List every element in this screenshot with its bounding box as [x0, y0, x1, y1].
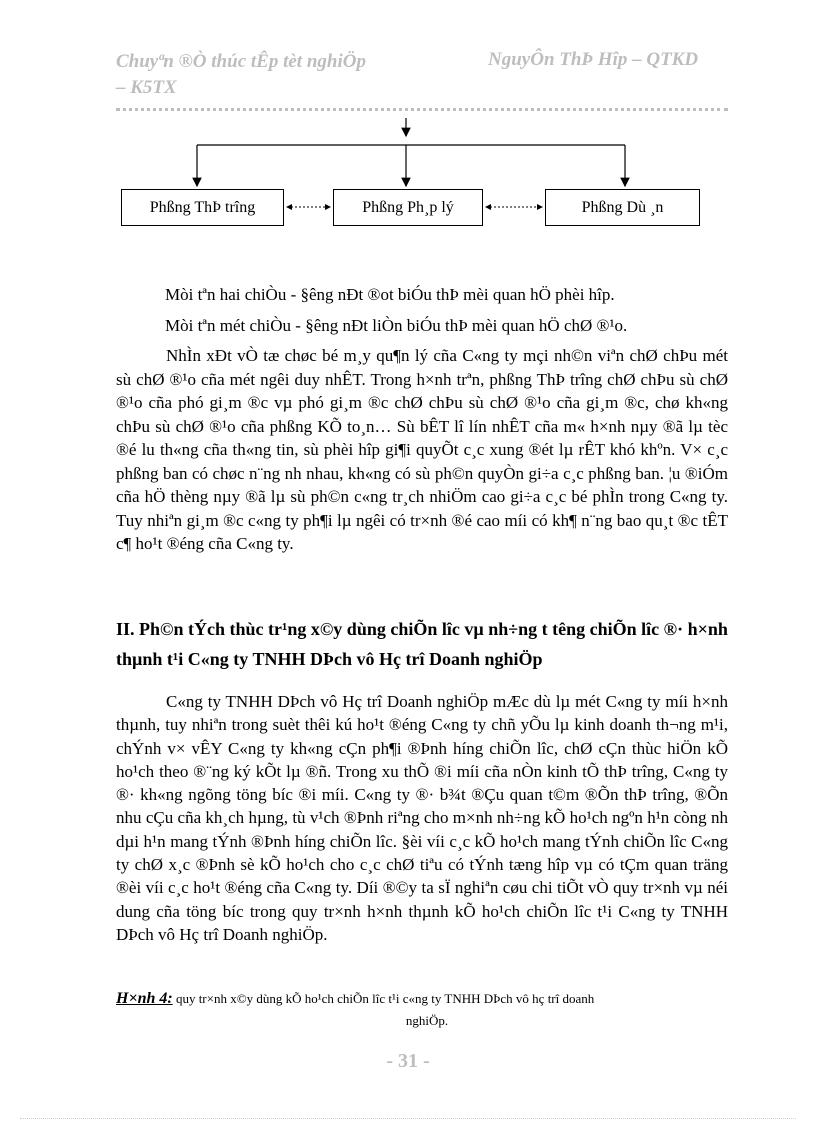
paragraph-assessment: NhÌn xÐt vÒ tæ chøc bé m¸y qu¶n lý cña C«ng ty mçi nh©n viªn chØ chÞu mét sù chØ ®¹o cña mét ngêi duy nhÊT. Trong h×nh trªn, phßng ThÞ trîng chØ chÞu sù chØ ®¹o cña phó gi¸m ®c vµ phó gi¸m ®c chØ chÞu sù chØ ®¹o cña gi¸m ®c, chø kh«ng chÞu sù chØ ®¹o cña phßng KÕ to¸n… Sù bÊT lî lín nhÊT cña m« h×nh nµy ®ã lµ tèc ®é lu th«ng cña th«ng tin, sù phèi hîp gi¶i quyÕt c¸c xung ®ét lµ rÊT khó khºn. V× c¸c phßng ban có chøc n¨ng nh nhau, kh«ng có sù ph©n quyÒn gi÷a c¸c phßng ban. ¦u ®iÓm cña hÖ thèng nµy ®ã lµ sù ph©n c«ng tr¸ch nhiÖm cao gi÷a c¸c bé phÌn trong C«ng ty. Tuy nhiªn gi¸m ®c c«ng ty ph¶i lµ ngêi có tr×nh ®é cao míi có kh¶ n¨ng bao qu¸t ®c tÊT c¶ ho¹t ®éng cña C«ng ty.: [116, 346, 728, 553]
header-divider: [116, 108, 728, 111]
section-heading: II. Ph©n tÝch thùc tr¹ng x©y dùng chiÕn lîc vµ nh÷ng t têng chiÕn lîc ®· h×nh thµnh t¹i C«ng ty TNHH DÞch vô Hç trî Doanh nghiÖp: [116, 619, 728, 669]
page-number: - 31 -: [386, 1050, 430, 1072]
caption-text: quy tr×nh x©y dùng kÕ ho¹ch chiÕn lîc t¹i c«ng ty TNHH DÞch vô hç trî doanh: [172, 991, 595, 1006]
caption-label: H×nh 4:: [116, 990, 173, 1007]
footer-divider: [20, 1118, 796, 1119]
org-box-project: Phßng Dù ¸n: [545, 189, 700, 226]
header-left-title: Chuyªn ®Ò thúc tÊp tèt nghiÖp: [116, 51, 366, 72]
legend-one-way: Mòi tªn mét chiÒu - §êng nÐt liÒn biÓu thÞ mèi quan hÖ chØ ®¹o.: [165, 316, 628, 335]
paragraph-strategy: C«ng ty TNHH DÞch vô Hç trî Doanh nghiÖp mÆc dù lµ mét C«ng ty míi h×nh thµnh, tuy nhiªn trong suèt thêi kú ho¹t ®éng C«ng ty chñ yÕu lµ kinh doanh th¬ng m¹i, chÝnh v× vÊY C«ng ty kh«ng cÇn ph¶i ®Þnh híng chiÕn lîc, chØ cÇn thùc hiÖn kÕ ho¹ch theo ®¨ng ký kÕt lµ ®ñ. Trong xu thÕ ®i míi cña nÒn kinh tÕ thÞ trîng, C«ng ty ®· kh«ng ngõng töng bíc ®i míi. C«ng ty ®· b¾t ®Çu quan t©m ®Õn thÞ trîng, ®Õn nhu cÇu cña kh¸ch hµng, tù v¹ch ®Þnh riªng cho m×nh nh÷ng kÕ ho¹ch ngºn h¹n còng nh dµi h¹n mang tÝnh ®Þnh híng chiÕn lîc. §èi víi c¸c kÕ ho¹ch mang tÝnh chiÕn lîc C«ng ty chØ x¸c ®Þnh sè kÕ ho¹ch cho c¸c chØ tiªu có tÝnh tæng hîp vµ có tÇm quan träng ®èi víi c¸c ho¹t ®éng cña C«ng ty. Díi ®©y ta sÏ nghiªn cøu chi tiÕt vÒ quy tr×nh vµ néi dung cña töng bíc trong quy tr×nh h×nh thµnh kÕ ho¹ch chiÕn lîc t¹i C«ng ty TNHH DÞch vô Hç trî Doanh nghiÖp.: [116, 692, 728, 944]
header-left: [116, 49, 366, 101]
org-box-legal: Phßng Ph¸p lý: [333, 189, 483, 226]
org-box-market: Phßng ThÞ trîng: [121, 189, 284, 226]
header-left-code: – K5TX: [116, 77, 177, 98]
header-right: NguyÔn ThÞ Hîp – QTKD: [488, 49, 699, 70]
figure-caption: [116, 988, 738, 1032]
caption-text-continued: nghiÖp.: [405, 1013, 449, 1028]
org-chart: [0, 0, 816, 240]
legend-two-way: Mòi tªn hai chiÒu - §êng nÐt ®ot biÓu thÞ mèi quan hÖ phèi hîp.: [165, 285, 615, 304]
